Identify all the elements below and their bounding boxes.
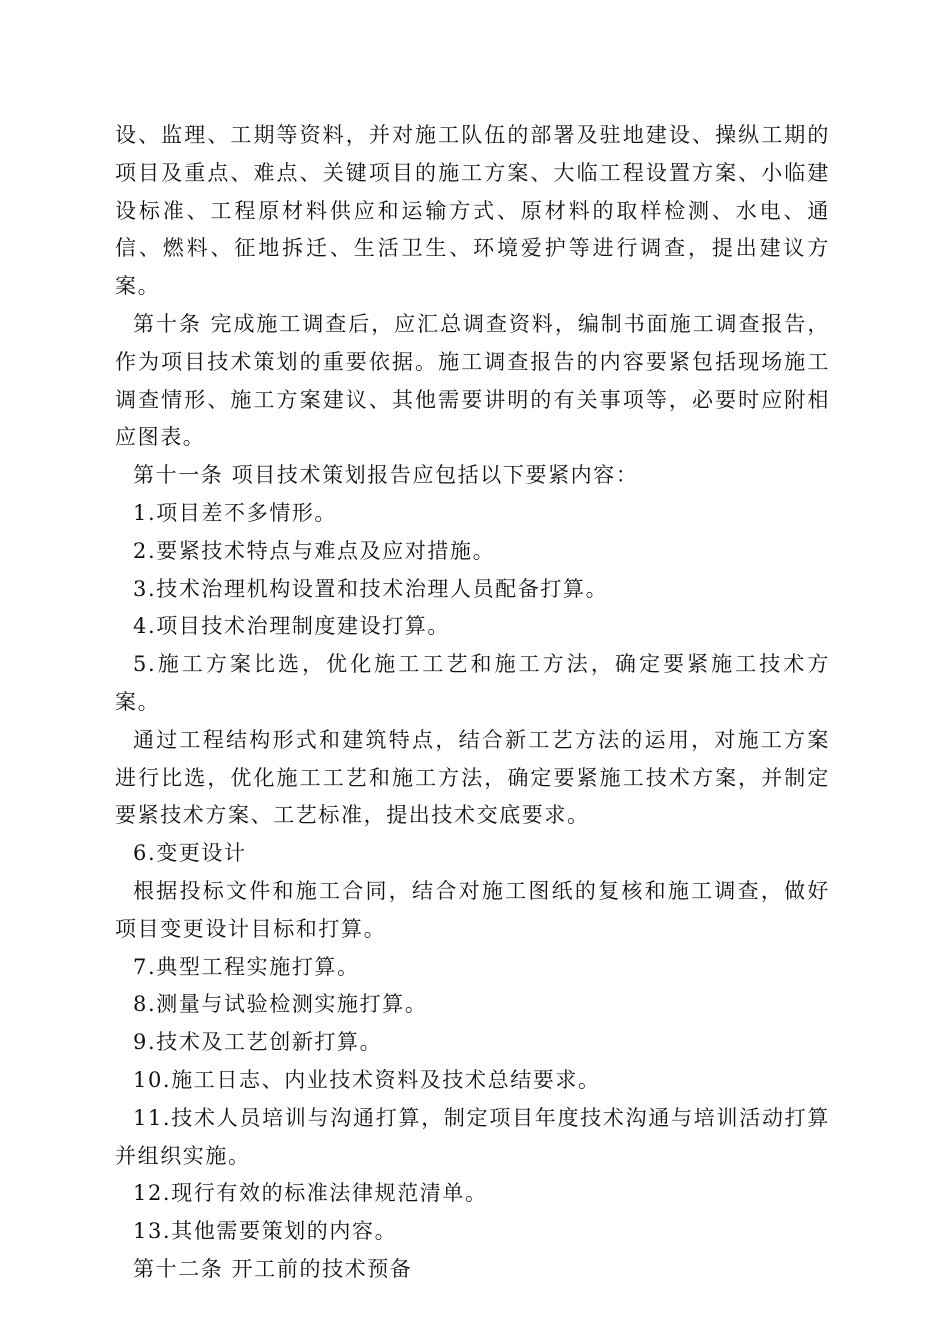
paragraph: 设、监理、工期等资料，并对施工队伍的部署及驻地建设、操纵工期的项目及重点、难点、关键项目的施工方案、大临工程设置方案、小临建设标准、工程原材料供应和运输方式、原材料的取样检测、水电、通信、燃料、征地拆迁、生活卫生、环境爱护等进行调查，提出建议方案。 bbox=[115, 123, 830, 299]
paragraph: 根据投标文件和施工合同，结合对施工图纸的复核和施工调查，做好项目变更设计目标和打算。 bbox=[115, 878, 830, 941]
section-heading: 第十二条 开工前的技术预备 bbox=[133, 1256, 413, 1281]
list-item: 11.技术人员培训与沟通打算，制定项目年度技术沟通与培训活动打算并组织实施。 bbox=[115, 1105, 830, 1168]
list-item: 13.其他需要策划的内容。 bbox=[133, 1219, 398, 1244]
list-item: 9.技术及工艺创新打算。 bbox=[133, 1030, 383, 1055]
list-item: 7.典型工程实施打算。 bbox=[133, 954, 360, 979]
paragraph: 第十一条 项目技术策划报告应包括以下要紧内容： bbox=[133, 463, 639, 488]
list-item: 5.施工方案比选，优化施工工艺和施工方法，确定要紧施工技术方案。 bbox=[115, 652, 830, 714]
document-body bbox=[115, 117, 830, 1289]
list-item: 6.变更设计 bbox=[133, 841, 247, 866]
list-item: 4.项目技术治理制度建设打算。 bbox=[133, 614, 451, 639]
paragraph: 第十条 完成施工调查后，应汇总调查资料，编制书面施工调查报告，作为项目技术策划的重要依据。施工调查报告的内容要紧包括现场施工调查情形、施工方案建议、其他需要讲明的有关事项等，必要时应附相应图表。 bbox=[115, 311, 830, 450]
list-item: 8.测量与试验检测实施打算。 bbox=[133, 992, 428, 1017]
list-item: 3.技术治理机构设置和技术治理人员配备打算。 bbox=[133, 576, 609, 601]
list-item: 10.施工日志、内业技术资料及技术总结要求。 bbox=[133, 1067, 601, 1092]
list-item: 12.现行有效的标准法律规范清单。 bbox=[133, 1181, 488, 1206]
paragraph: 通过工程结构形式和建筑特点，结合新工艺方法的运用，对施工方案进行比选，优化施工工艺和施工方法，确定要紧施工技术方案，并制定要紧技术方案、工艺标准，提出技术交底要求。 bbox=[115, 727, 830, 828]
list-item: 1.项目差不多情形。 bbox=[133, 500, 338, 525]
list-item: 2.要紧技术特点与难点及应对措施。 bbox=[133, 538, 496, 563]
